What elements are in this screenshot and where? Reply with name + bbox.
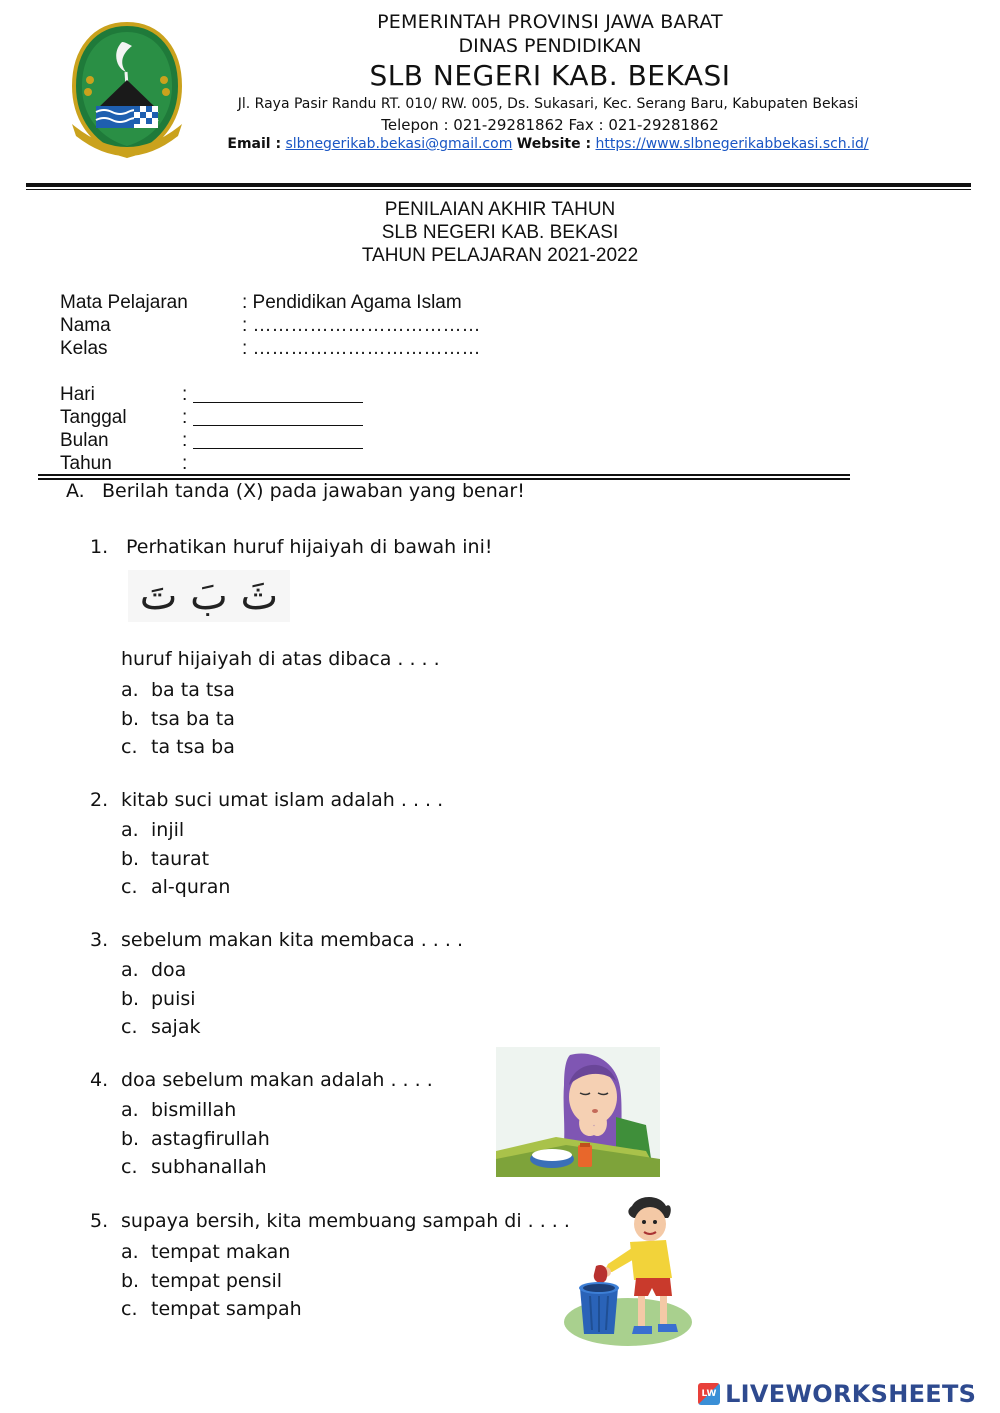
option-text: tempat pensil [151,1269,283,1292]
date-row [60,383,363,406]
option-list [121,676,235,762]
option-text: puisi [151,987,196,1010]
option-text: ta tsa ba [151,736,235,758]
section-instruction [66,480,525,502]
option-letter: a. [121,819,139,841]
info-row [60,337,481,360]
question-1 [90,536,492,558]
month-field[interactable] [193,429,363,449]
date-field[interactable] [193,406,363,426]
option-b[interactable] [121,1267,302,1296]
option-letter: c. [121,736,138,758]
date-colon: : [182,430,188,451]
option-letter: b. [121,1127,140,1150]
option-b[interactable] [121,845,230,874]
option-c[interactable] [121,733,235,762]
question-3 [90,929,463,951]
exam-school: SLB NEGERI KAB. BEKASI [381,222,619,243]
option-a[interactable] [121,676,235,705]
question-4 [90,1069,433,1091]
email-link[interactable]: slbnegerikab.bekasi@gmail.com [285,136,513,152]
option-text: al-quran [151,876,231,898]
option-letter: b. [121,1269,140,1292]
info-block [60,291,481,360]
option-letter: b. [121,707,140,730]
question-number: 1. [90,536,109,558]
class-field[interactable]: : ……………………………… [242,338,481,359]
letterhead-line1: PEMERINTAH PROVINSI JAWA BARAT [377,11,723,33]
option-letter: b. [121,987,140,1010]
option-text: tsa ba ta [151,707,235,730]
option-b[interactable] [121,985,200,1014]
info-label: Nama [60,315,111,336]
option-text: bismillah [151,1099,237,1121]
option-text: injil [151,819,185,841]
question-2 [90,789,443,811]
question-5 [90,1210,570,1232]
header-rule-thin [26,189,971,190]
question-text: supaya bersih, kita membuang sampah di . . . . [121,1210,570,1232]
option-letter: a. [121,1099,139,1121]
option-a[interactable] [121,1238,302,1267]
instruction-text: Berilah tanda (X) pada jawaban yang benar! [102,480,525,502]
website-label: Website : [516,136,592,152]
section-rule-top [38,474,850,476]
liveworksheets-logo-icon: LW [698,1383,720,1405]
school-name: SLB NEGERI KAB. BEKASI [369,59,731,92]
date-block [60,383,363,475]
school-address: Jl. Raya Pasir Randu RT. 010/ RW. 005, Ds. Sukasari, Kec. Serang Baru, Kabupaten Bekasi [237,96,859,112]
option-c[interactable] [121,873,230,902]
section-letter: A. [66,480,85,502]
info-value: : Pendidikan Agama Islam [242,292,462,313]
date-colon: : [182,407,188,428]
option-letter: c. [121,1016,138,1038]
day-field[interactable] [193,383,363,403]
date-row [60,406,363,429]
option-text: subhanallah [151,1156,267,1178]
year-field[interactable] [193,452,363,471]
email-label: Email : [227,136,282,152]
date-label: Bulan [60,430,109,451]
option-list [121,956,200,1042]
exam-title: PENILAIAN AKHIR TAHUN [384,199,616,220]
question-text: kitab suci umat islam adalah . . . . [121,789,444,811]
info-label: Kelas [60,338,108,359]
option-list [121,816,230,902]
date-label: Tahun [60,453,112,474]
option-text: sajak [151,1016,201,1038]
option-c[interactable] [121,1295,302,1324]
date-label: Hari [60,384,95,405]
question-number: 2. [90,789,109,811]
header-rule-thick [26,183,971,187]
hijaiyah-letters: ثَ بَ تَ [128,570,290,622]
option-letter: c. [121,1156,138,1178]
option-b[interactable] [121,705,235,734]
option-text: tempat sampah [151,1298,302,1320]
option-text: tempat makan [151,1241,291,1263]
date-label: Tanggal [60,407,127,428]
date-colon: : [182,453,188,474]
question-number: 4. [90,1069,109,1091]
option-letter: a. [121,959,139,981]
date-row [60,452,363,475]
option-text: astagfirullah [151,1127,270,1150]
question-sub-text: huruf hijaiyah di atas dibaca . . . . [121,648,440,670]
option-a[interactable] [121,816,230,845]
info-row [60,291,481,314]
option-c[interactable] [121,1013,200,1042]
option-text: doa [151,959,187,981]
letterhead-line2: DINAS PENDIDIKAN [458,35,642,57]
boy-trash-illustration [560,1192,696,1350]
option-list [121,1238,302,1324]
name-field[interactable]: : ……………………………… [242,315,481,336]
option-letter: a. [121,1241,139,1263]
option-a[interactable] [121,956,200,985]
date-row [60,429,363,452]
option-text: taurat [151,847,210,870]
liveworksheets-text: LIVEWORKSHEETS [725,1380,977,1408]
option-c[interactable] [121,1153,270,1182]
school-contact [48,136,1000,152]
exam-year: TAHUN PELAJARAN 2021-2022 [361,245,639,266]
option-letter: b. [121,847,140,870]
option-letter: c. [121,1298,138,1320]
info-row [60,314,481,337]
question-text: Perhatikan huruf hijaiyah di bawah ini! [126,536,493,558]
question-number: 5. [90,1210,109,1232]
option-a[interactable] [121,1096,270,1125]
option-b[interactable] [121,1125,270,1154]
option-text: ba ta tsa [151,679,235,701]
question-text: sebelum makan kita membaca . . . . [121,929,463,951]
option-letter: a. [121,679,139,701]
option-letter: c. [121,876,138,898]
school-phone: Telepon : 021-29281862 Fax : 021-29281862 [381,116,719,134]
praying-girl-illustration [496,1047,660,1177]
website-link[interactable]: https://www.slbnegerikabbekasi.sch.id/ [595,136,869,152]
question-number: 3. [90,929,109,951]
date-colon: : [182,384,188,405]
liveworksheets-watermark[interactable] [698,1380,976,1408]
option-list [121,1096,270,1182]
question-text: doa sebelum makan adalah . . . . [121,1069,433,1091]
info-label: Mata Pelajaran [60,292,188,313]
